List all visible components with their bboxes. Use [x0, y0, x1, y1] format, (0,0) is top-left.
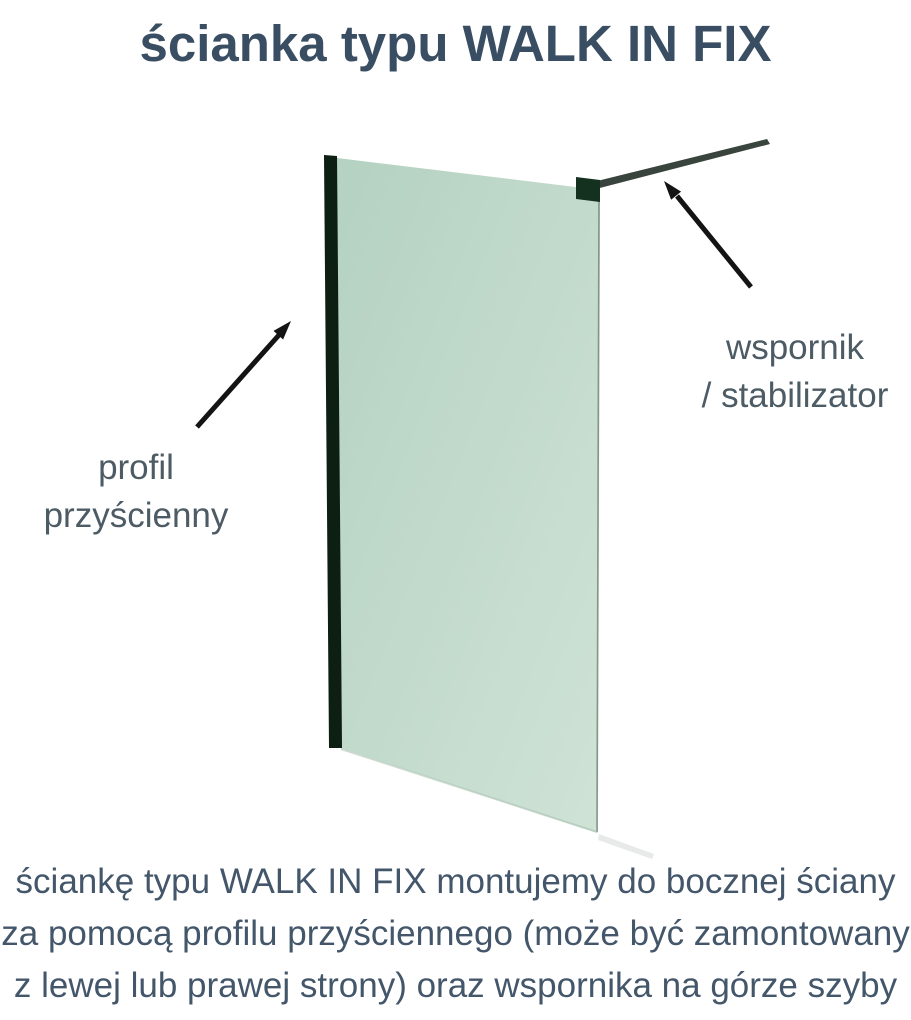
- label-stabilizer-line1: wspornik: [725, 328, 865, 367]
- glass-panel: [329, 157, 600, 833]
- label-stabilizer-line2: / stabilizator: [701, 376, 889, 415]
- description-line1: ściankę typu WALK IN FIX montujemy do bocznej ściany: [15, 862, 896, 901]
- page-title: ścianka typu WALK IN FIX: [139, 15, 772, 72]
- description-text: [0, 856, 911, 1012]
- label-wall-profile-line1: profil: [98, 448, 174, 487]
- description-line2: za pomocą profilu przyściennego (może być zamontowany: [1, 914, 910, 953]
- arrow-to-wall-profile: [197, 321, 291, 427]
- label-stabilizer: [676, 324, 911, 420]
- description-line3: z lewej lub prawej strony) oraz wspornika na górze szyby: [13, 966, 898, 1005]
- arrow-to-stabilizer: [664, 181, 751, 287]
- glass-connector: [576, 177, 600, 202]
- label-wall-profile-line2: przyścienny: [43, 496, 229, 535]
- label-wall-profile: [14, 444, 258, 540]
- stabilizer-bar: [589, 139, 770, 190]
